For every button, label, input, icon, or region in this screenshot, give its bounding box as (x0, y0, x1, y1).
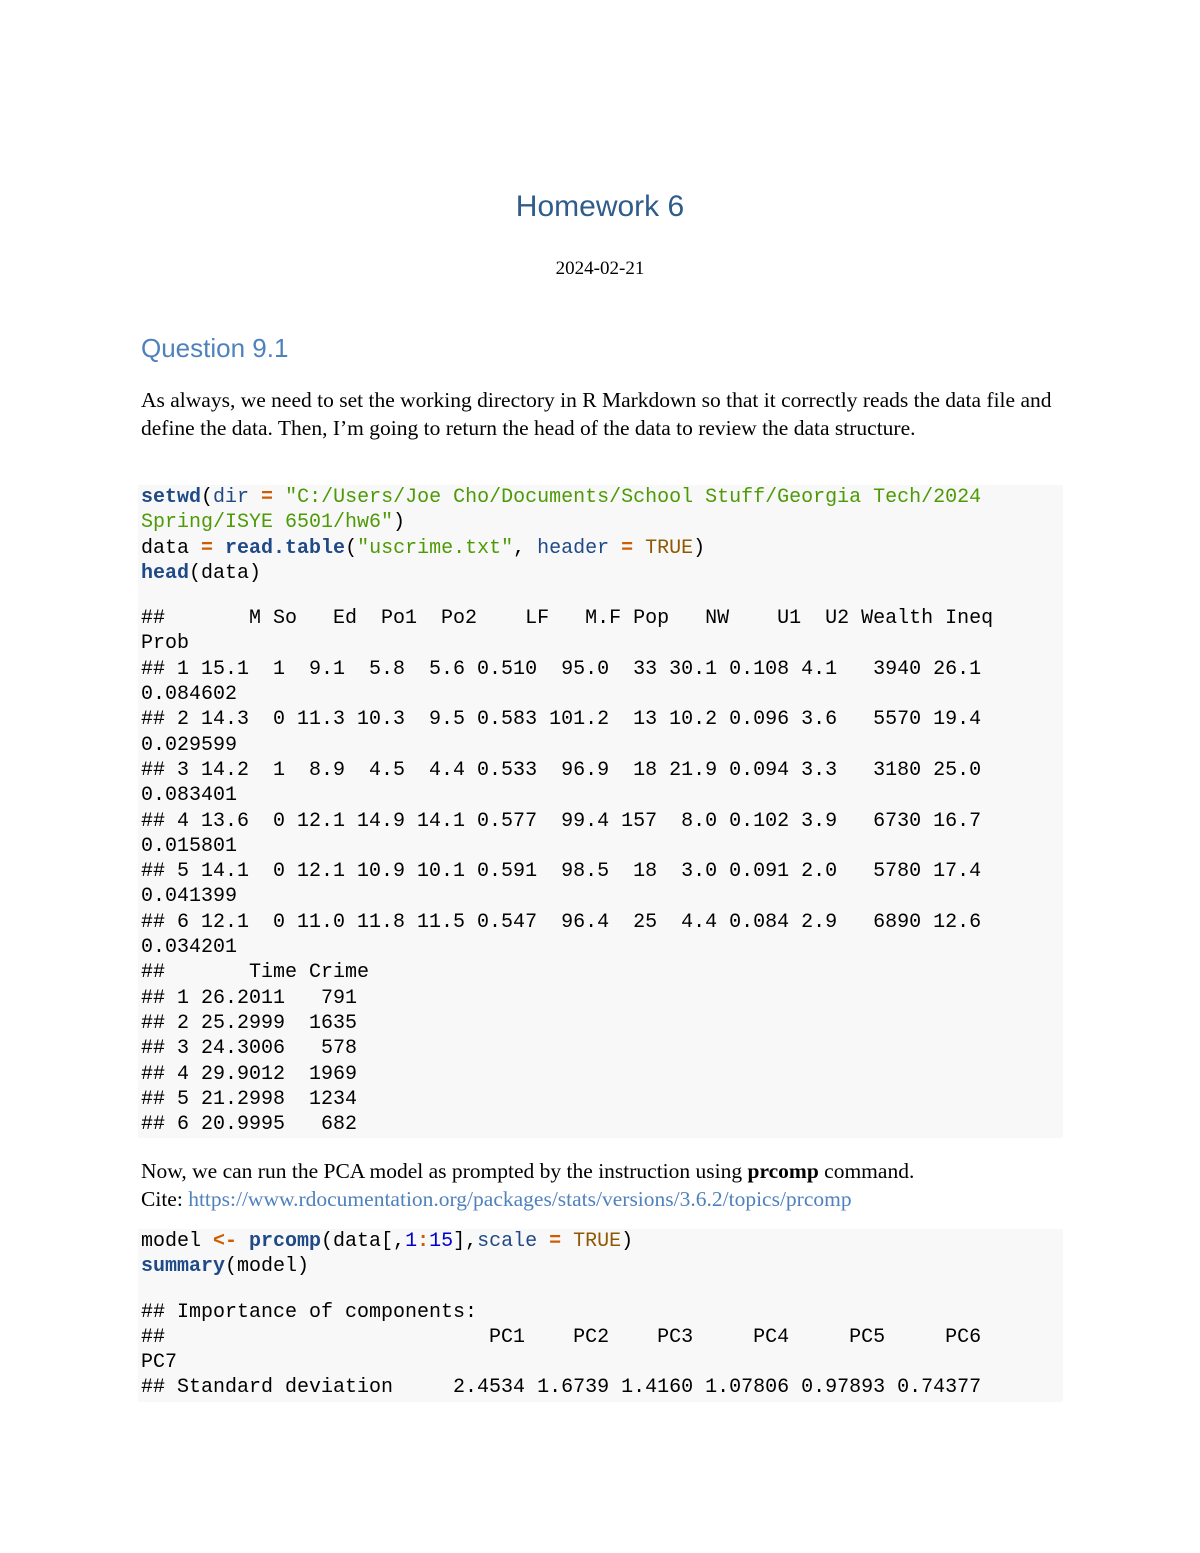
true-constant: TRUE (645, 536, 694, 560)
output-line: Prob (141, 632, 190, 656)
data-filename: "uscrime.txt" (357, 536, 514, 560)
cite-label: Cite: (141, 1186, 189, 1211)
header-argument: header (537, 536, 610, 560)
section-heading: Question 9.1 (141, 333, 289, 363)
output-line: ## 1 26.2011 791 (141, 986, 358, 1010)
prcomp-function: prcomp (249, 1230, 322, 1253)
prcomp-command-text: prcomp (747, 1159, 819, 1183)
output-line: ## 1 15.1 1 9.1 5.8 5.6 0.510 95.0 33 30.1 0.108 4.1 3940 26.1 (141, 657, 982, 681)
r-console-output (138, 606, 1063, 1137)
data-variable: data (141, 536, 190, 560)
output-line: ## 6 12.1 0 11.0 11.8 11.5 0.547 96.4 25 4.4 0.084 2.9 6890 12.6 (141, 910, 982, 934)
read-table-function: read.table (225, 536, 346, 560)
intro-paragraph: As always, we need to set the working directory in R Markdown so that it correctly reads the data file and define the data. Then, I’m going to return the head of the data to review the data structure. (141, 388, 1052, 440)
output-line: ## Standard deviation 2.4534 1.6739 1.4160 1.07806 0.97893 0.74377 (141, 1376, 982, 1400)
output-line: ## 2 14.3 0 11.3 10.3 9.5 0.583 101.2 13 10.2 0.096 3.6 5570 19.4 (141, 708, 982, 732)
working-directory-path-continued: Spring/ISYE 6501/hw6" (141, 511, 394, 535)
model-variable: model (141, 1230, 202, 1253)
output-line: ## 3 14.2 1 8.9 4.5 4.4 0.533 96.9 18 21.9 0.094 3.3 3180 25.0 (141, 758, 982, 782)
dir-argument: dir (213, 486, 250, 509)
r-console-output-pca (138, 1300, 1063, 1401)
output-line: ## 5 14.1 0 12.1 10.9 10.1 0.591 98.5 18 3.0 0.091 2.0 5780 17.4 (141, 860, 982, 884)
code-block-pca (138, 1229, 1063, 1402)
output-line: 0.029599 (141, 733, 238, 757)
summary-function: summary (141, 1255, 226, 1279)
document-title: Homework 6 (515, 190, 685, 223)
document-date: 2024-02-21 (555, 258, 645, 279)
output-line: ## 4 29.9012 1969 (141, 1062, 358, 1086)
output-line: 0.084602 (141, 683, 238, 707)
pca-paragraph: Now, we can run the PCA model as prompted by the instruction using prcomp command. Cite: https://www.rdocumentation.org/packages/stats/versions/3.6.2/topics/prcomp (141, 1159, 915, 1211)
output-line: 0.041399 (141, 885, 238, 909)
output-line: ## M So Ed Po1 Po2 LF M.F Pop NW U1 U2 Wealth Ineq (141, 607, 994, 631)
output-line: ## 4 13.6 0 12.1 14.9 14.1 0.577 99.4 157 8.0 0.102 3.9 6730 16.7 (141, 809, 982, 833)
output-line: ## 3 24.3006 578 (141, 1037, 358, 1061)
output-line: ## Time Crime (141, 961, 370, 985)
working-directory-path: "C:/Users/Joe Cho/Documents/School Stuff/Georgia Tech/2024 (285, 486, 982, 509)
output-line: 0.083401 (141, 784, 238, 808)
output-line: 0.034201 (141, 936, 238, 960)
scale-argument: scale (477, 1230, 538, 1253)
r-source-code-pca: model <- prcomp(data[,1:15],scale = TRUE) summary(model) (141, 1230, 634, 1279)
output-line: 0.015801 (141, 834, 238, 858)
true-constant: TRUE (573, 1230, 622, 1253)
setwd-function: setwd (141, 486, 202, 509)
head-function: head (141, 561, 190, 585)
output-line: ## 6 20.9995 682 (141, 1113, 358, 1137)
citation-link[interactable]: https://www.rdocumentation.org/packages/stats/versions/3.6.2/topics/prcomp (188, 1186, 852, 1211)
code-block-read-data (138, 485, 1063, 1138)
output-line: ## Importance of components: (141, 1300, 478, 1324)
r-source-code: setwd(dir = "C:/Users/Joe Cho/Documents/School Stuff/Georgia Tech/2024 Spring/ISYE 6501/hw6") data = read.table("uscrime.txt", header = TRUE) head(data) (141, 486, 982, 585)
output-line: ## 2 25.2999 1635 (141, 1011, 358, 1035)
output-line: ## 5 21.2998 1234 (141, 1087, 358, 1111)
output-line: PC7 (141, 1351, 178, 1375)
output-line: ## PC1 PC2 PC3 PC4 PC5 PC6 (141, 1325, 982, 1349)
